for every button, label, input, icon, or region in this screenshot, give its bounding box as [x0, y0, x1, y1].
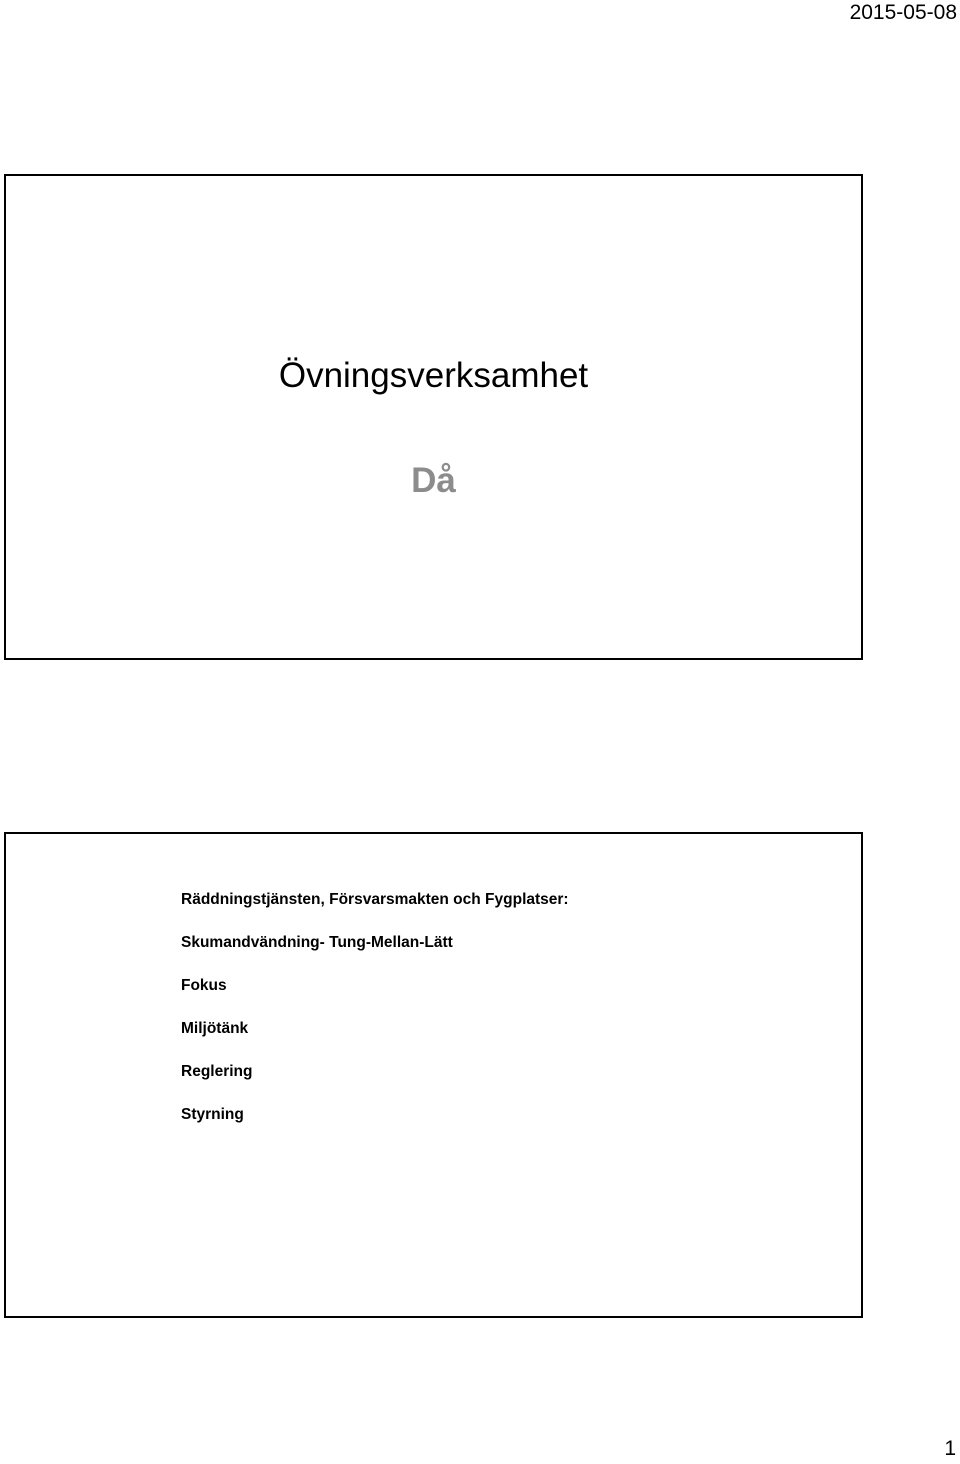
slide-2 [4, 832, 863, 1318]
slide-1 [4, 174, 863, 660]
list-item: Räddningstjänsten, Försvarsmakten och Fygplatser: [181, 891, 569, 908]
list-item: Styrning [181, 1106, 244, 1123]
slide-2-list [181, 890, 569, 1148]
list-item: Skumandvändning- Tung-Mellan-Lätt [181, 934, 453, 951]
list-item: Miljötänk [181, 1020, 249, 1037]
slide-subtitle: Då [411, 461, 456, 500]
list-item: Fokus [181, 977, 227, 994]
list-item: Reglering [181, 1063, 253, 1080]
header-date: 2015-05-08 [849, 1, 957, 24]
slide-title: Övningsverksamhet [278, 356, 589, 395]
page-number: 1 [944, 1437, 956, 1460]
